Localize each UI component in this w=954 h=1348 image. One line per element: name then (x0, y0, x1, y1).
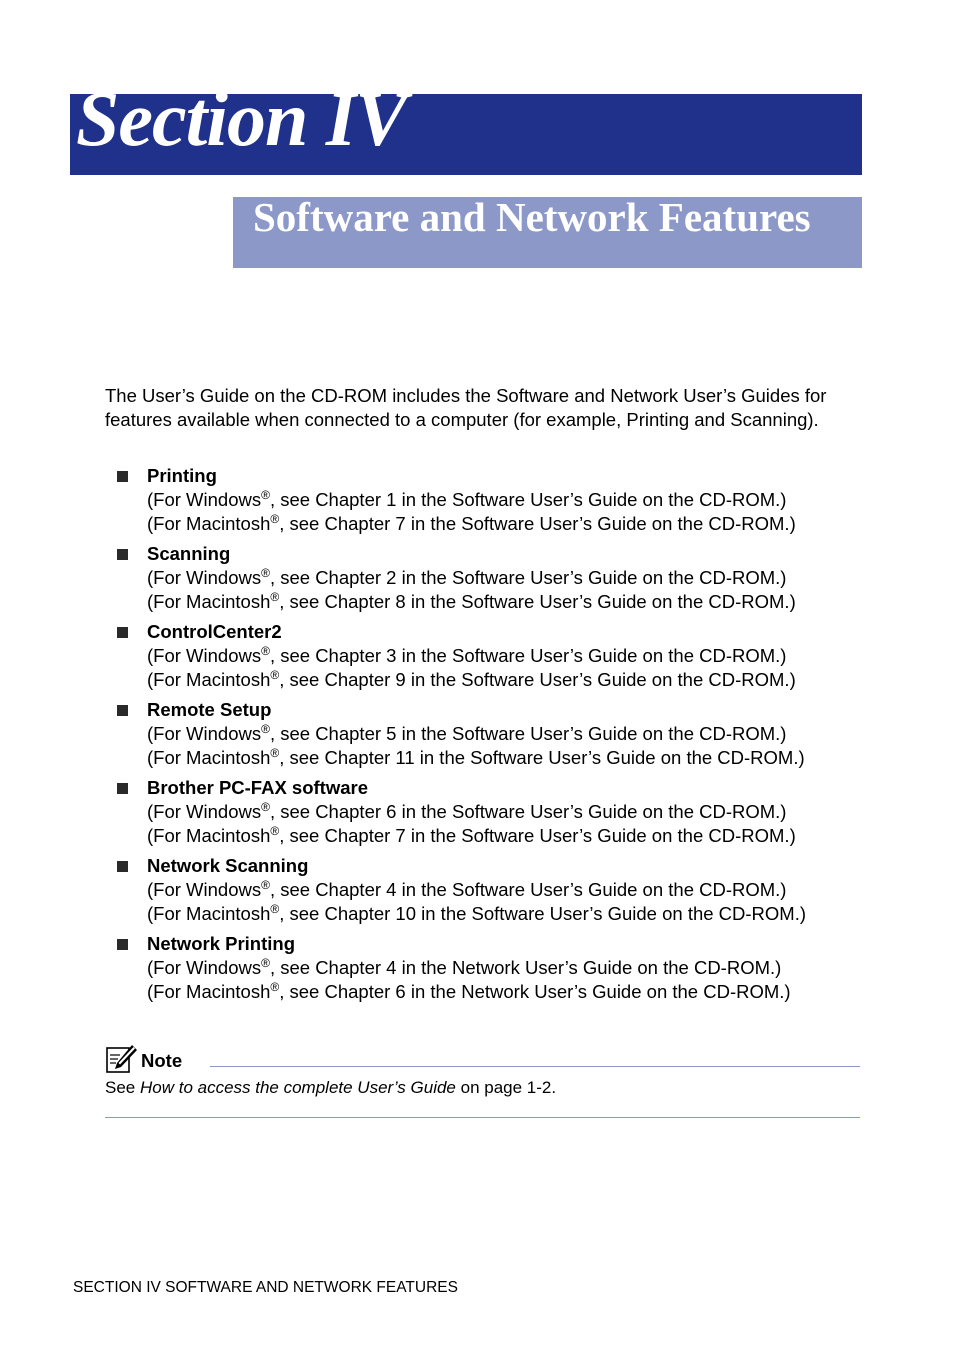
macintosh-reference: (For Macintosh®, see Chapter 9 in the Software User’s Guide on the CD-ROM.) (147, 668, 796, 690)
macintosh-reference: (For Macintosh®, see Chapter 10 in the Software User’s Guide on the CD-ROM.) (147, 902, 807, 924)
feature-title: Network Printing (147, 933, 296, 954)
note-divider-top (210, 1066, 860, 1067)
intro-paragraph: The User’s Guide on the CD-ROM includes the Software and Network User’s Guides for features available when connected to a computer (for example, Printing and Scanning). (105, 385, 827, 430)
feature-title: Brother PC-FAX software (147, 777, 369, 798)
feature-item (105, 464, 905, 536)
feature-item (105, 854, 905, 926)
windows-reference: (For Windows®, see Chapter 1 in the Software User’s Guide on the CD-ROM.) (147, 488, 787, 510)
square-bullet-icon (117, 705, 128, 716)
section-banner (70, 75, 862, 175)
windows-reference: (For Windows®, see Chapter 5 in the Software User’s Guide on the CD-ROM.) (147, 722, 787, 744)
subtitle-banner (233, 197, 862, 268)
feature-title: Printing (147, 465, 217, 486)
feature-item (105, 776, 905, 848)
square-bullet-icon (117, 549, 128, 560)
feature-list (105, 464, 905, 1010)
feature-item (105, 542, 905, 614)
page-footer: SECTION IV SOFTWARE AND NETWORK FEATURES (73, 1279, 458, 1296)
square-bullet-icon (117, 861, 128, 872)
windows-reference: (For Windows®, see Chapter 6 in the Software User’s Guide on the CD-ROM.) (147, 800, 787, 822)
windows-reference: (For Windows®, see Chapter 4 in the Network User’s Guide on the CD-ROM.) (147, 956, 782, 978)
macintosh-reference: (For Macintosh®, see Chapter 7 in the Software User’s Guide on the CD-ROM.) (147, 512, 796, 534)
square-bullet-icon (117, 939, 128, 950)
feature-title: Scanning (147, 543, 231, 564)
note-divider-bottom (105, 1117, 860, 1118)
square-bullet-icon (117, 471, 128, 482)
feature-title: Remote Setup (147, 699, 272, 720)
macintosh-reference: (For Macintosh®, see Chapter 11 in the Software User’s Guide on the CD-ROM.) (147, 746, 805, 768)
feature-item (105, 698, 905, 770)
feature-item (105, 932, 905, 1004)
note-text: See How to access the complete User’s Guide on page 1-2. (105, 1078, 557, 1097)
windows-reference: (For Windows®, see Chapter 4 in the Software User’s Guide on the CD-ROM.) (147, 878, 787, 900)
note-header (105, 1043, 860, 1073)
note-label: Note (141, 1050, 183, 1071)
feature-title: Network Scanning (147, 855, 309, 876)
note-reference-title: How to access the complete User’s Guide (139, 1078, 456, 1097)
windows-reference: (For Windows®, see Chapter 3 in the Software User’s Guide on the CD-ROM.) (147, 644, 787, 666)
feature-item (105, 620, 905, 692)
square-bullet-icon (117, 783, 128, 794)
square-bullet-icon (117, 627, 128, 638)
macintosh-reference: (For Macintosh®, see Chapter 6 in the Network User’s Guide on the CD-ROM.) (147, 980, 791, 1002)
note-pencil-icon (105, 1043, 139, 1075)
section-title: Section IV (76, 75, 407, 162)
windows-reference: (For Windows®, see Chapter 2 in the Software User’s Guide on the CD-ROM.) (147, 566, 787, 588)
feature-title: ControlCenter2 (147, 621, 282, 642)
macintosh-reference: (For Macintosh®, see Chapter 7 in the Software User’s Guide on the CD-ROM.) (147, 824, 796, 846)
section-subtitle: Software and Network Features (253, 197, 811, 240)
macintosh-reference: (For Macintosh®, see Chapter 8 in the Software User’s Guide on the CD-ROM.) (147, 590, 796, 612)
